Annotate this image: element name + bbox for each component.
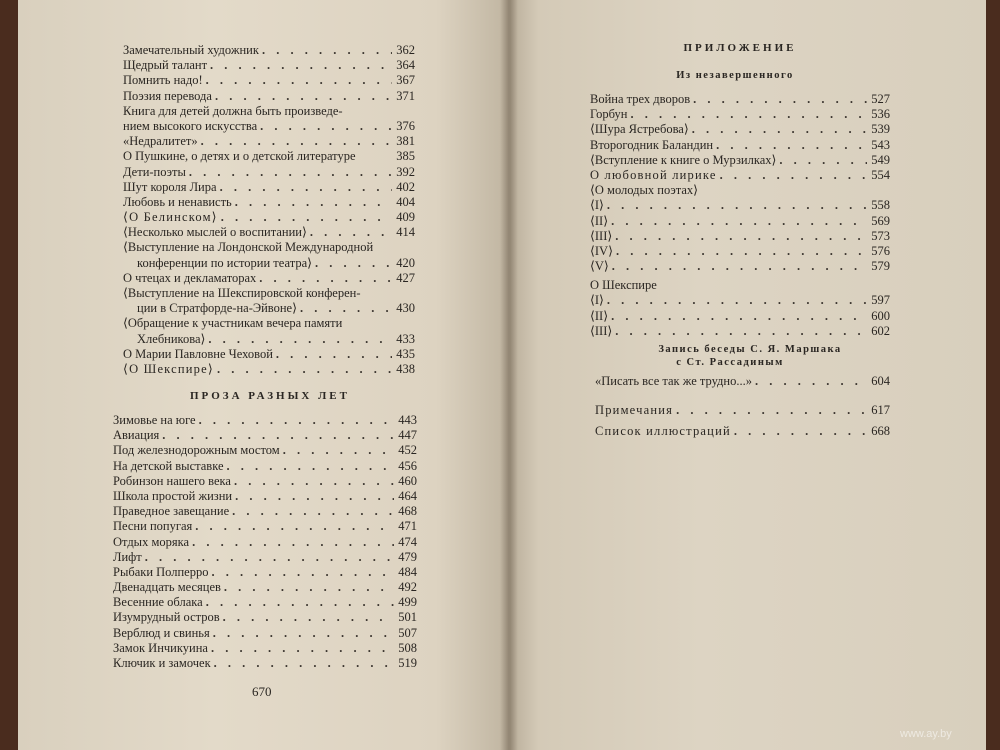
toc-title: Авиация xyxy=(113,428,160,443)
toc-entry xyxy=(590,153,890,168)
toc-title: ⟨V⟩ xyxy=(590,259,609,274)
toc-title: Двенадцать месяцев xyxy=(113,580,221,595)
toc-page: 569 xyxy=(871,213,890,228)
toc-entry xyxy=(113,656,417,671)
toc-entry xyxy=(123,165,415,180)
toc-page: 604 xyxy=(871,374,890,388)
leader-dots xyxy=(217,362,392,377)
page-number: 670 xyxy=(252,684,272,699)
toc-entry xyxy=(123,316,415,331)
toc-title: ⟨II⟩ xyxy=(590,308,609,323)
toc-title: Хлебникова⟩ xyxy=(137,331,206,346)
toc-page: 452 xyxy=(398,443,417,458)
toc-entry xyxy=(590,107,890,122)
toc-page: 392 xyxy=(396,164,415,179)
toc-page: 364 xyxy=(396,58,415,73)
toc-page: 668 xyxy=(871,424,890,438)
leader-dots xyxy=(315,256,392,271)
toc-entry xyxy=(595,403,890,418)
toc-title: О чтецах и декламаторах xyxy=(123,270,257,285)
toc-entry xyxy=(590,309,890,324)
leader-dots xyxy=(276,347,392,362)
toc-page: 381 xyxy=(396,134,415,149)
toc-notes xyxy=(595,403,890,418)
watermark: www.ay.by xyxy=(900,728,952,740)
toc-page: 385 xyxy=(396,149,415,164)
toc-page: 376 xyxy=(396,118,415,133)
toc-title: Изумрудный остров xyxy=(113,610,220,625)
toc-entry xyxy=(113,428,417,443)
toc-entry xyxy=(113,610,417,625)
toc-entry xyxy=(113,413,417,428)
toc-page: 367 xyxy=(396,73,415,88)
toc-title: Весенние облака xyxy=(113,595,203,610)
toc-page: 507 xyxy=(398,625,417,640)
toc-entry xyxy=(123,180,415,195)
toc-entry xyxy=(590,293,890,308)
toc-page: 447 xyxy=(398,428,417,443)
toc-title: ⟨Выступление на Шекспировской конферен- xyxy=(123,286,361,300)
book-gutter xyxy=(500,0,518,750)
leader-dots xyxy=(720,168,868,183)
toc-entry xyxy=(123,225,415,240)
leader-dots xyxy=(224,580,394,595)
toc-title: Отдых моряка xyxy=(113,534,190,549)
toc-entry xyxy=(113,459,417,474)
toc-entry xyxy=(123,240,415,255)
toc-entry xyxy=(123,286,415,301)
toc-title: ⟨Обращение к участникам вечера памяти xyxy=(123,316,343,331)
toc-title: ⟨III⟩ xyxy=(590,323,613,338)
toc-entry xyxy=(590,324,890,339)
toc-entry xyxy=(113,504,417,519)
toc-title: ⟨IV⟩ xyxy=(590,243,613,258)
leader-dots xyxy=(235,489,394,504)
toc-page: 499 xyxy=(398,595,417,610)
toc-title: Зимовье на юге xyxy=(113,413,196,427)
leader-dots xyxy=(607,198,867,213)
toc-title: ⟨II⟩ xyxy=(590,213,609,228)
toc-page: 479 xyxy=(398,549,417,564)
toc-page: 573 xyxy=(871,228,890,243)
toc-title: Замок Инчикуина xyxy=(113,640,208,655)
toc-title: Поэзия перевода xyxy=(123,88,212,103)
toc-page: 558 xyxy=(871,198,890,213)
leader-dots xyxy=(214,656,395,671)
leader-dots xyxy=(199,413,395,428)
toc-title: ции в Стратфорде-на-Эйвоне⟩ xyxy=(137,301,297,316)
toc-title: О Марии Павловне Чеховой xyxy=(123,346,273,361)
toc-page: 404 xyxy=(396,194,415,209)
toc-page: 508 xyxy=(398,640,417,655)
toc-title: «Писать все так же трудно...» xyxy=(595,374,752,388)
toc-title: Книга для детей должна быть произведе- xyxy=(123,103,343,118)
toc-page: 543 xyxy=(871,137,890,152)
toc-title: Праведное завещание xyxy=(113,504,230,519)
toc-title: Лифт xyxy=(113,549,142,564)
leader-dots xyxy=(310,225,392,240)
toc-entry xyxy=(123,58,415,73)
toc-page: 519 xyxy=(398,656,417,670)
toc-list-prose xyxy=(113,413,417,671)
toc-entry xyxy=(123,195,415,210)
toc-illustrations xyxy=(595,424,890,439)
toc-entry xyxy=(123,301,415,316)
toc-title: О Шекспире xyxy=(590,278,657,293)
toc-page: 460 xyxy=(398,473,417,488)
toc-title: Ключик и замочек xyxy=(113,656,211,670)
leader-dots xyxy=(615,324,867,339)
toc-page: 427 xyxy=(396,270,415,285)
toc-page: 474 xyxy=(398,534,417,549)
toc-title: ⟨Шура Ястребова⟩ xyxy=(590,122,689,137)
appendix-heading: ПРИЛОЖЕНИЕ xyxy=(683,42,797,54)
toc-page: 371 xyxy=(396,88,415,103)
leader-dots xyxy=(192,535,394,550)
leader-dots xyxy=(283,443,395,458)
toc-page: 433 xyxy=(396,331,415,346)
leader-dots xyxy=(220,180,393,195)
toc-entry xyxy=(123,134,415,149)
toc-entry xyxy=(123,210,415,225)
toc-entry xyxy=(590,183,890,198)
toc-entry xyxy=(590,214,890,229)
leader-dots xyxy=(227,459,395,474)
leader-dots xyxy=(734,424,867,439)
leader-dots xyxy=(223,610,395,625)
toc-page: 549 xyxy=(871,152,890,167)
toc-entry xyxy=(123,332,415,347)
toc-entry xyxy=(113,535,417,550)
toc-title: ⟨Вступление к книге о Мурзилках⟩ xyxy=(590,152,777,167)
leader-dots xyxy=(213,626,395,641)
toc-entry xyxy=(123,73,415,88)
toc-title: «Недралитет» xyxy=(123,134,198,149)
toc-title: Помнить надо! xyxy=(123,73,203,88)
toc-title: ⟨I⟩ xyxy=(590,198,604,213)
toc-title: Песни попугая xyxy=(113,519,193,534)
toc-page: 484 xyxy=(398,564,417,579)
leader-dots xyxy=(693,92,867,107)
leader-dots xyxy=(235,195,393,210)
toc-entry xyxy=(123,119,415,134)
toc-title: Список иллюстраций xyxy=(595,424,731,438)
toc-page: 539 xyxy=(871,122,890,137)
toc-title: Любовь и ненависть xyxy=(123,194,232,209)
leader-dots xyxy=(208,332,392,347)
record-heading-line1: Запись беседы С. Я. Маршака xyxy=(658,344,842,355)
section-heading-prose: ПРОЗА РАЗНЫХ ЛЕТ xyxy=(190,390,350,402)
leader-dots xyxy=(210,58,392,73)
toc-page: 527 xyxy=(871,92,890,106)
toc-title: ⟨I⟩ xyxy=(590,293,604,308)
toc-title: Верблюд и свинья xyxy=(113,625,210,640)
leader-dots xyxy=(262,43,392,58)
toc-entry xyxy=(123,256,415,271)
toc-entry xyxy=(590,259,890,274)
leader-dots xyxy=(260,119,392,134)
toc-title: Под железнодорожным мостом xyxy=(113,443,280,458)
toc-title: ⟨О молодых поэтах⟩ xyxy=(590,183,699,198)
toc-page: 579 xyxy=(871,259,890,274)
toc-page: 576 xyxy=(871,243,890,258)
toc-entry xyxy=(595,374,890,389)
leader-dots xyxy=(215,89,392,104)
toc-entry xyxy=(113,443,417,458)
toc-page: 420 xyxy=(396,255,415,270)
leader-dots xyxy=(259,271,392,286)
toc-title: Война трех дворов xyxy=(590,92,691,106)
toc-list-left-top xyxy=(123,43,415,377)
toc-page: 402 xyxy=(396,179,415,194)
toc-entry xyxy=(113,595,417,610)
toc-page: 435 xyxy=(396,346,415,361)
toc-title: О Пушкине, о детях и о детской литературе xyxy=(123,149,356,164)
toc-entry xyxy=(590,168,890,183)
toc-page: 536 xyxy=(871,107,890,122)
toc-entry xyxy=(595,424,890,439)
leader-dots xyxy=(615,229,867,244)
toc-page: 409 xyxy=(396,210,415,225)
leader-dots xyxy=(300,301,392,316)
leader-dots xyxy=(234,474,394,489)
toc-entry xyxy=(113,519,417,534)
toc-entry xyxy=(590,244,890,259)
leader-dots xyxy=(211,641,394,656)
leader-dots xyxy=(755,374,867,389)
leader-dots xyxy=(232,504,394,519)
toc-entry xyxy=(113,565,417,580)
toc-page: 438 xyxy=(396,361,415,376)
leader-dots xyxy=(676,403,867,418)
toc-entry xyxy=(123,104,415,119)
toc-title: Дети-поэты xyxy=(123,164,186,179)
leader-dots xyxy=(221,210,392,225)
leader-dots xyxy=(162,428,394,443)
toc-title: нием высокого искусства xyxy=(123,118,258,133)
toc-page: 471 xyxy=(398,519,417,534)
leader-dots xyxy=(692,122,868,137)
toc-title: ⟨III⟩ xyxy=(590,228,613,243)
toc-entry xyxy=(123,271,415,286)
leader-dots xyxy=(195,519,394,534)
leader-dots xyxy=(189,165,392,180)
leader-dots xyxy=(145,550,395,565)
toc-title: Школа простой жизни xyxy=(113,488,233,503)
toc-page: 464 xyxy=(398,488,417,503)
leader-dots xyxy=(779,153,867,168)
toc-title: ⟨Выступление на Лондонской Международной xyxy=(123,240,374,255)
toc-title: Второгодник Баландин xyxy=(590,137,714,152)
leader-dots xyxy=(611,309,867,324)
toc-title: Шут короля Лира xyxy=(123,179,217,194)
toc-title: ⟨О Белинском⟩ xyxy=(123,210,218,225)
toc-page: 617 xyxy=(871,403,890,417)
toc-page: 501 xyxy=(398,610,417,625)
toc-entry xyxy=(590,229,890,244)
appendix-subheading: Из незавершенного xyxy=(676,70,794,81)
toc-title: Примечания xyxy=(595,403,674,417)
toc-entry xyxy=(113,626,417,641)
toc-title: Горбун xyxy=(590,107,628,122)
leader-dots xyxy=(206,595,395,610)
toc-title: Щедрый талант xyxy=(123,58,208,73)
toc-entry xyxy=(123,362,415,377)
toc-entry xyxy=(113,580,417,595)
toc-page: 456 xyxy=(398,458,417,473)
toc-entry xyxy=(123,149,415,164)
record-heading-line2: с Ст. Рассадиным xyxy=(676,357,784,368)
toc-title: Рыбаки Полперро xyxy=(113,564,209,579)
toc-entry xyxy=(590,92,890,107)
toc-title: Робинзон нашего века xyxy=(113,473,231,488)
toc-title: конференции по истории театра⟩ xyxy=(137,255,312,270)
toc-entry xyxy=(113,489,417,504)
toc-entry xyxy=(590,138,890,153)
toc-entry xyxy=(113,550,417,565)
toc-entry xyxy=(590,278,890,293)
toc-entry xyxy=(590,198,890,213)
toc-entry xyxy=(123,347,415,362)
toc-title: ⟨Несколько мыслей о воспитании⟩ xyxy=(123,225,307,240)
toc-entry xyxy=(123,43,415,58)
toc-page: 602 xyxy=(871,323,890,338)
toc-page: 600 xyxy=(871,308,890,323)
toc-page: 554 xyxy=(871,167,890,182)
toc-page: 443 xyxy=(398,413,417,427)
toc-page: 597 xyxy=(871,293,890,308)
toc-entry xyxy=(113,641,417,656)
toc-record xyxy=(595,374,890,389)
toc-list-right xyxy=(590,92,890,339)
leader-dots xyxy=(211,565,394,580)
leader-dots xyxy=(616,244,867,259)
toc-entry xyxy=(123,89,415,104)
leader-dots xyxy=(206,73,393,88)
leader-dots xyxy=(201,134,393,149)
toc-page: 414 xyxy=(396,225,415,240)
toc-title: ⟨О Шекспире⟩ xyxy=(123,361,214,376)
toc-title: Замечательный художник xyxy=(123,43,259,57)
toc-page: 468 xyxy=(398,504,417,519)
leader-dots xyxy=(612,259,867,274)
toc-entry xyxy=(590,122,890,137)
leader-dots xyxy=(611,214,867,229)
toc-page: 492 xyxy=(398,580,417,595)
toc-entry xyxy=(113,474,417,489)
leader-dots xyxy=(716,138,867,153)
toc-page: 362 xyxy=(396,43,415,57)
toc-title: На детской выставке xyxy=(113,458,224,473)
toc-page: 430 xyxy=(396,301,415,316)
leader-dots xyxy=(630,107,867,122)
leader-dots xyxy=(607,293,867,308)
toc-title: О любовной лирике xyxy=(590,167,717,182)
